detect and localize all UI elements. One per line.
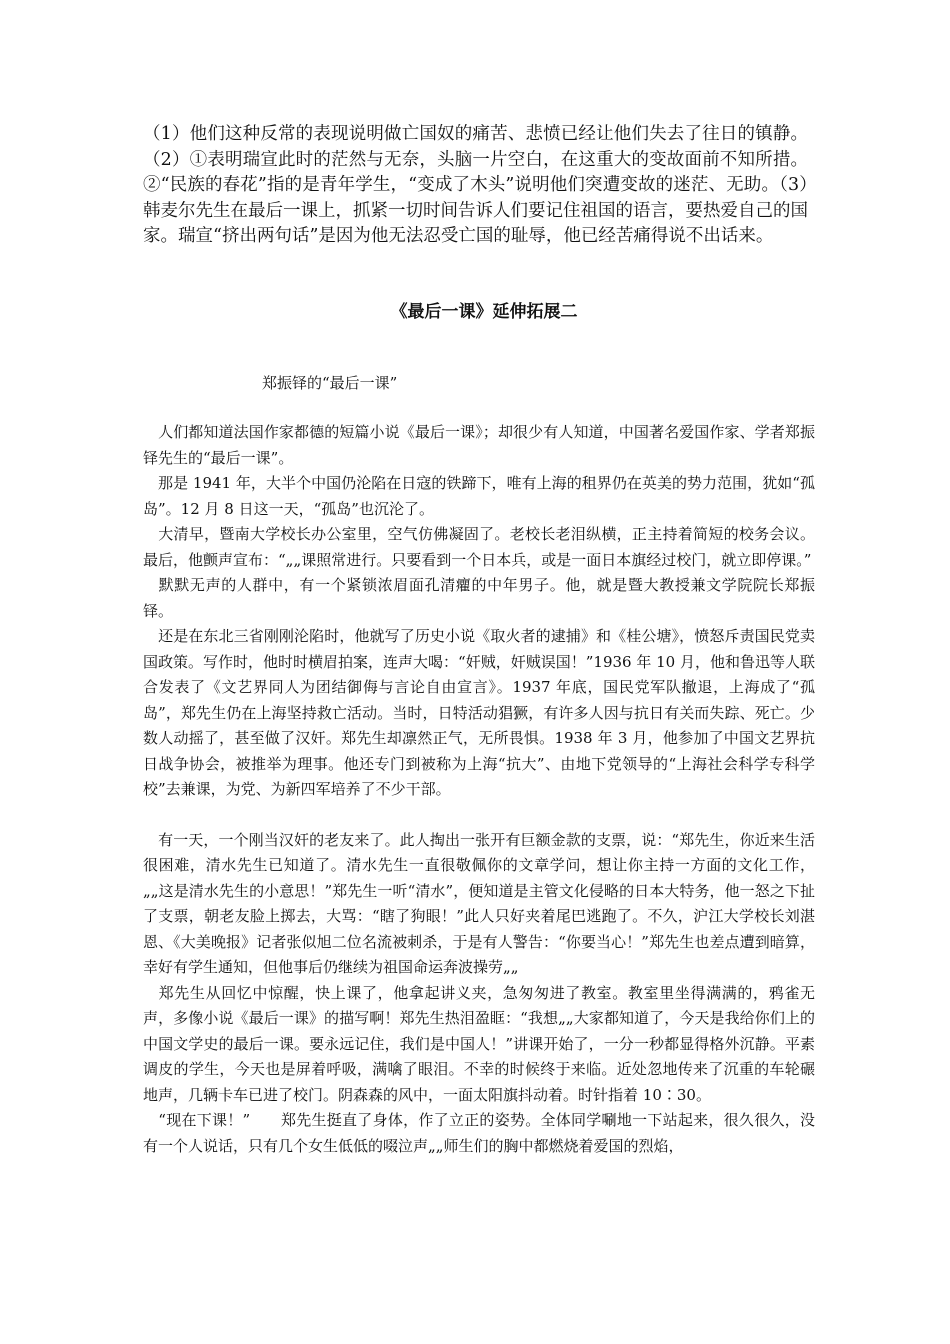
article-paragraph: 那是 1941 年，大半个中国仍沦陷在日寇的铁蹄下，唯有上海的租界仍在英美的势力范围，犹如“孤岛”。12 月 8 日这一天，“孤岛”也沉沦了。 xyxy=(143,474,815,518)
paragraph-spacer xyxy=(143,803,815,828)
article-paragraph: 还是在东北三省刚刚沦陷时，他就写了历史小说《取火者的逮捕》和《桂公塘》，愤怒斥责国民党卖国政策。写作时，他时时横眉拍案，连声大喝：“奸贼，奸贼误国！”1936 年 10 月，他和鲁迅等人联合发表了《文艺界同人为团结御侮与言论自由宣言》。1937 年底，国民党军队撤退，上海成了“孤岛”，郑先生仍在上海坚持救亡活动。当时，日特活动猖獗，有许多人因与抗日有关而失踪、死亡。少数人动摇了，甚至做了汉奸。郑先生却凛然正气，无所畏惧。1938 年 3 月，他参加了中国文艺界抗日战争协会，被推举为理事。他还专门到被称为上海“抗大”、由地下党领导的“上海社会科学专科学校”去兼课，为党、为新四军培养了不少干部。 xyxy=(143,627,815,798)
answer-paragraph: （1）他们这种反常的表现说明做亡国奴的痛苦、悲愤已经让他们失去了往日的镇静。（2）①表明瑞宣此时的茫然与无奈，头脑一片空白，在这重大的变故面前不知所措。②“民族的春花”指的是青年学生，“变成了木头”说明他们突遭变故的迷茫、无助。（3）韩麦尔先生在最后一课上，抓紧一切时间告诉人们要记住祖国的语言，要热爱自己的国家。瑞宣“挤出两句话”是因为他无法忍受亡国的耻辱，他已经苦痛得说不出话来。 xyxy=(143,124,808,247)
article-paragraph: 大清早，暨南大学校长办公室里，空气仿佛凝固了。老校长老泪纵横，正主持着简短的校务会议。最后，他颤声宣布：“„„课照常进行。只要看到一个日本兵，或是一面日本旗经过校门，就立即停课。” xyxy=(143,525,815,569)
article-paragraph: 默默无声的人群中，有一个紧锁浓眉面孔清癯的中年男子。他，就是暨大教授兼文学院院长郑振铎。 xyxy=(143,576,815,620)
section-title: 《最后一课》延伸拓展二 xyxy=(390,302,578,322)
article-paragraph: 人们都知道法国作家都德的短篇小说《最后一课》；却很少有人知道，中国著名爱国作家、学者郑振铎先生的“最后一课”。 xyxy=(143,423,815,467)
article-subtitle: 郑振铎的“最后一课” xyxy=(262,374,398,392)
article-paragraph: 有一天，一个刚当汉奸的老友来了。此人掏出一张开有巨额金款的支票，说：“郑先生，你近来生活很困难，清水先生已知道了。清水先生一直很敬佩你的文章学问，想让你主持一方面的文化工作，„„这是清水先生的小意思！”郑先生一听“清水”，便知道是主管文化侵略的日本大特务，他一怒之下扯了支票，朝老友脸上掷去，大骂：“瞎了狗眼！”此人只好夹着尾巴逃跑了。不久，沪江大学校长刘湛恩、《大美晚报》记者张似旭二位名流被刺杀，于是有人警告：“你要当心！”郑先生也差点遭到暗算，幸好有学生通知，但他事后仍继续为祖国命运奔波操劳„„ xyxy=(143,830,815,976)
article-body xyxy=(143,420,815,1159)
article-paragraph: 郑先生从回忆中惊醒，快上课了，他拿起讲义夹，急匆匆进了教室。教室里坐得满满的，鸦雀无声，多像小说《最后一课》的描写啊！郑先生热泪盈眶：“我想„„大家都知道了，今天是我给你们上的中国文学史的最后一课。要永远记住，我们是中国人！”讲课开始了，一分一秒都显得格外沉静。平素调皮的学生，今天也是屏着呼吸，满噙了眼泪。不幸的时候终于来临。近处忽地传来了沉重的车轮碾地声，几辆卡车已进了校门。阴森森的风中，一面太阳旗抖动着。时针指着 10∶30。 xyxy=(143,983,815,1104)
article-paragraph: “现在下课！” 郑先生挺直了身体，作了立正的姿势。全体同学唰地一下站起来，很久很久，没有一个人说话，只有几个女生低低的啜泣声„„师生们的胸中都燃烧着爱国的烈焰， xyxy=(143,1111,815,1155)
